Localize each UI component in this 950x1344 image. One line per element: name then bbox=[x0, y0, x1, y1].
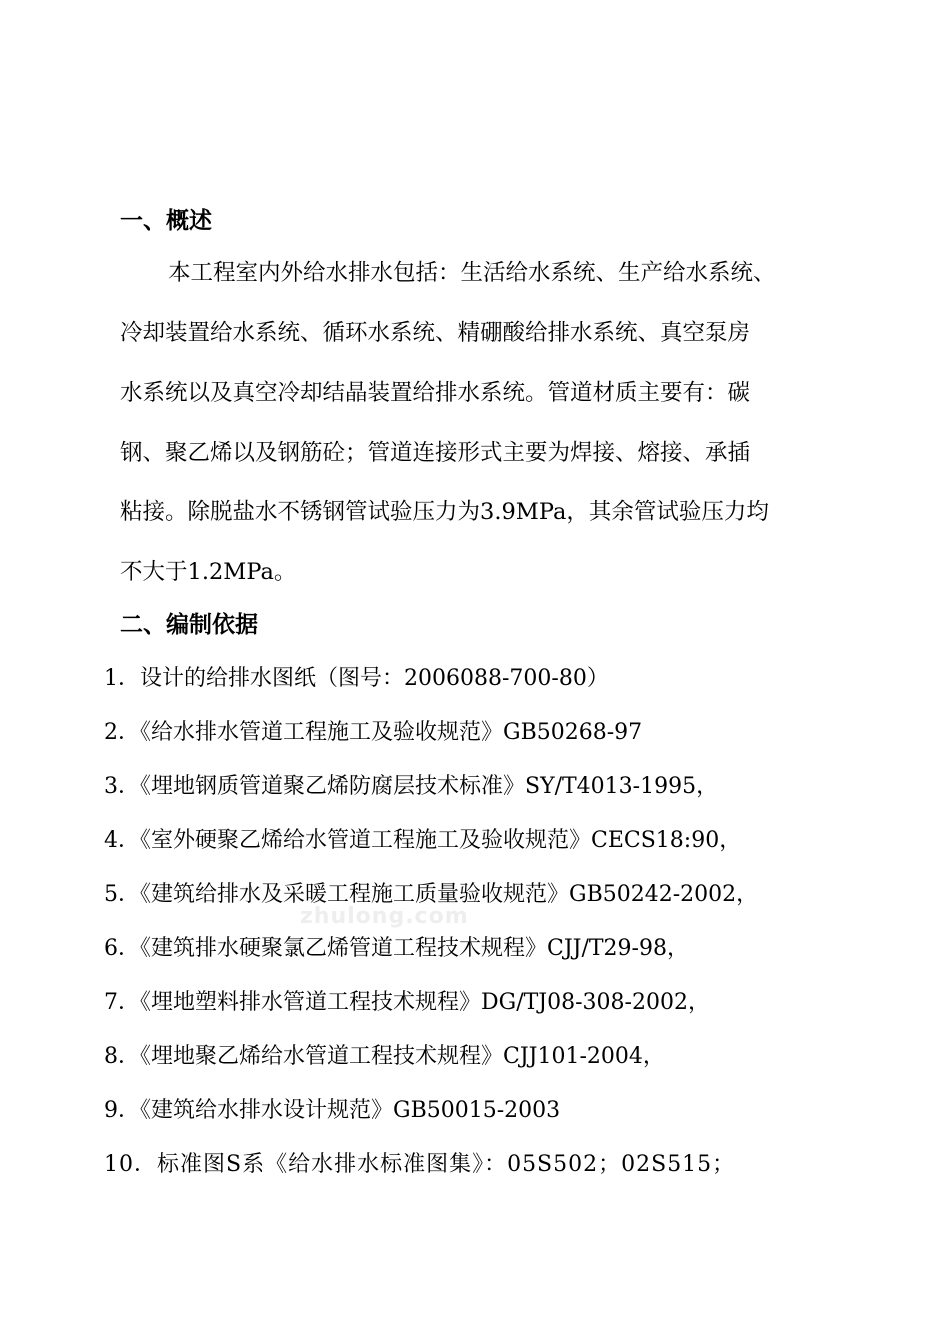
overview-paragraph-line: 粘接。除脱盐水不锈钢管试验压力为3.9MPa，其余管试验压力均 bbox=[120, 499, 769, 525]
reference-item: 8．《埋地聚乙烯给水管道工程技术规程》CJJ101-2004， bbox=[104, 1044, 665, 1069]
overview-paragraph-line: 不大于1.2MPa。 bbox=[120, 559, 297, 585]
overview-paragraph-line: 钢、聚乙烯以及钢筋砼；管道连接形式主要为焊接、熔接、承插 bbox=[120, 440, 751, 466]
reference-item: 1．设计的给排水图纸（图号：2006088-700-80） bbox=[104, 666, 609, 691]
overview-paragraph-line: 本工程室内外给水排水包括：生活给水系统、生产给水系统、 bbox=[168, 260, 776, 286]
reference-item: 9．《建筑给水排水设计规范》GB50015-2003 bbox=[104, 1098, 561, 1123]
watermark: zhulong.com bbox=[300, 904, 469, 929]
reference-item: 3．《埋地钢质管道聚乙烯防腐层技术标准》SY/T4013-1995， bbox=[104, 774, 719, 799]
overview-paragraph-line: 水系统以及真空冷却结晶装置给排水系统。管道材质主要有：碳 bbox=[120, 380, 751, 406]
reference-item: 10．标准图S系《给水排水标准图集》：05S502；02S515； bbox=[104, 1152, 736, 1177]
overview-paragraph-line: 冷却装置给水系统、循环水系统、精硼酸给排水系统、真空泵房 bbox=[120, 320, 751, 346]
reference-item: 5．《建筑给排水及采暖工程施工质量验收规范》GB50242-2002， bbox=[104, 882, 759, 907]
reference-item: 4．《室外硬聚乙烯给水管道工程施工及验收规范》CECS18:90， bbox=[104, 828, 742, 853]
reference-item: 6．《建筑排水硬聚氯乙烯管道工程技术规程》CJJ/T29-98， bbox=[104, 936, 689, 961]
reference-item: 7．《埋地塑料排水管道工程技术规程》DG/TJ08-308-2002， bbox=[104, 990, 710, 1015]
section-heading-basis: 二、编制依据 bbox=[120, 612, 258, 638]
section-heading-overview: 一、概述 bbox=[120, 208, 212, 234]
reference-item: 2．《给水排水管道工程施工及验收规范》GB50268-97 bbox=[104, 720, 643, 745]
